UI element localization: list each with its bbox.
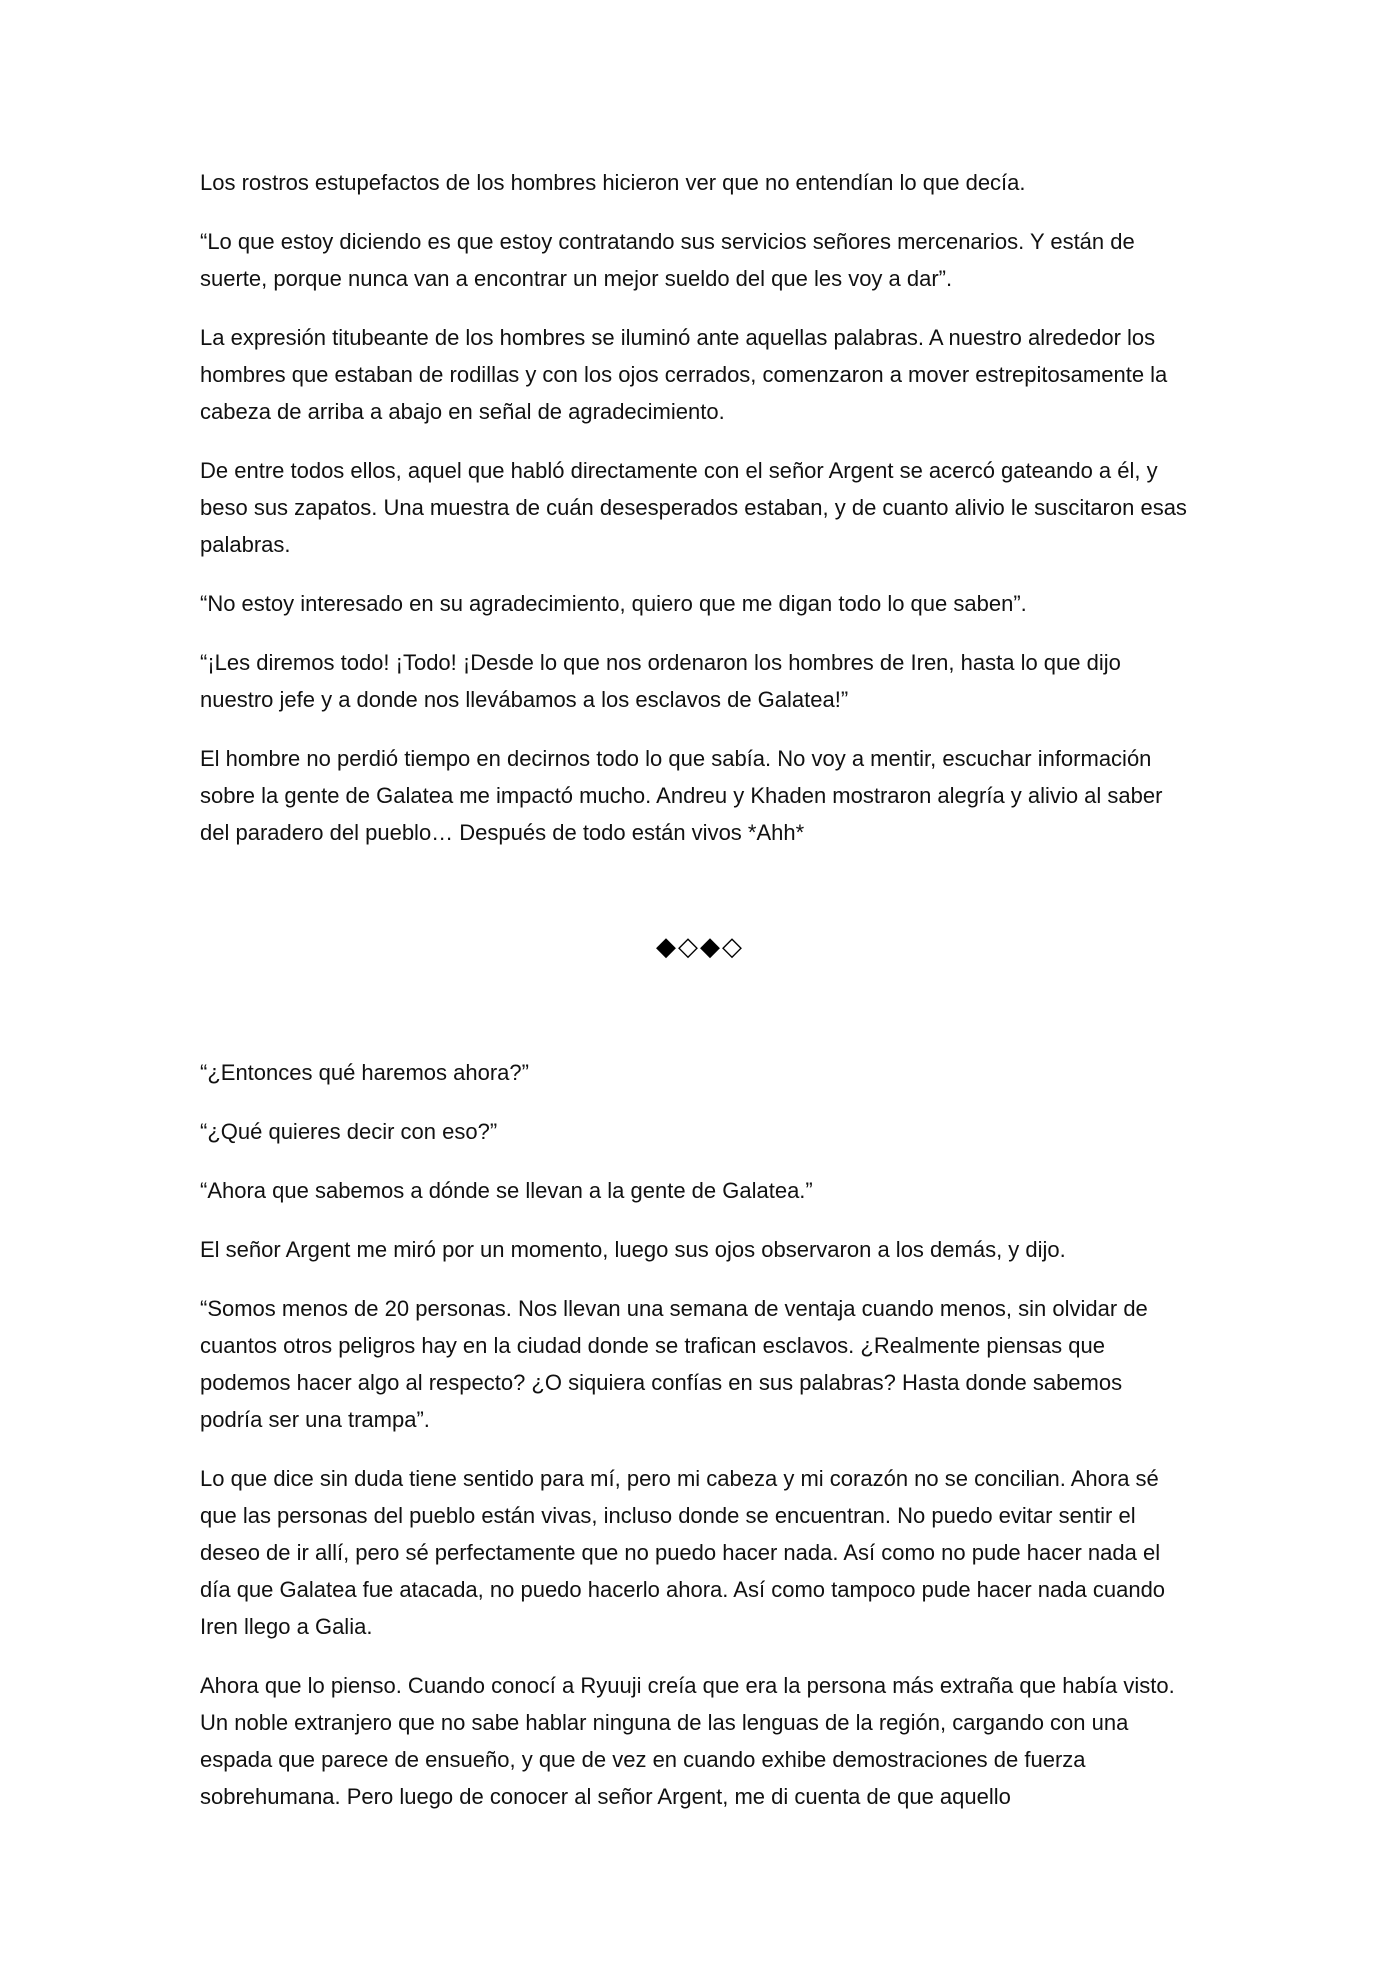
scene-separator: ◆◇◆◇ <box>656 932 744 962</box>
paragraph: “No estoy interesado en su agradecimiento, quiero que me digan todo lo que saben”. <box>200 591 1027 616</box>
paragraph: Ahora que lo pienso. Cuando conocí a Ryuuji creía que era la persona más extraña que había visto. Un noble extranjero que no sabe hablar ninguna de las lenguas de la región, cargando con una espada que parece de ensueño, y que de vez en cuando exhibe demostraciones de fuerza sobrehumana. Pero luego de conocer al señor Argent, me di cuenta de que aquello <box>200 1673 1175 1809</box>
paragraph: El hombre no perdió tiempo en decirnos todo lo que sabía. No voy a mentir, escuchar información sobre la gente de Galatea me impactó mucho. Andreu y Khaden mostraron alegría y alivio al saber del paradero del pueblo… Después de todo están vivos *Ahh* <box>200 746 1163 845</box>
text-block-after-separator <box>200 1054 1190 1837</box>
paragraph: De entre todos ellos, aquel que habló directamente con el señor Argent se acercó gateando a él, y beso sus zapatos. Una muestra de cuán desesperados estaban, y de cuanto alivio le suscitaron esas palabras. <box>200 458 1187 557</box>
paragraph: “¡Les diremos todo! ¡Todo! ¡Desde lo que nos ordenaron los hombres de Iren, hasta lo que dijo nuestro jefe y a donde nos llevábamos a los esclavos de Galatea!” <box>200 650 1121 712</box>
paragraph: “¿Qué quieres decir con eso?” <box>200 1119 498 1144</box>
paragraph: El señor Argent me miró por un momento, luego sus ojos observaron a los demás, y dijo. <box>200 1237 1066 1262</box>
paragraph: “Ahora que sabemos a dónde se llevan a la gente de Galatea.” <box>200 1178 813 1203</box>
paragraph: “Lo que estoy diciendo es que estoy contratando sus servicios señores mercenarios. Y están de suerte, porque nunca van a encontrar un mejor sueldo del que les voy a dar”. <box>200 229 1135 291</box>
paragraph: “Somos menos de 20 personas. Nos llevan una semana de ventaja cuando menos, sin olvidar de cuantos otros peligros hay en la ciudad donde se trafican esclavos. ¿Realmente piensas que podemos hacer algo al respecto? ¿O siquiera confías en sus palabras? Hasta donde sabemos podría ser una trampa”. <box>200 1296 1148 1432</box>
text-block-before-separator <box>200 164 1190 873</box>
paragraph: “¿Entonces qué haremos ahora?” <box>200 1060 529 1085</box>
paragraph: La expresión titubeante de los hombres se iluminó ante aquellas palabras. A nuestro alrededor los hombres que estaban de rodillas y con los ojos cerrados, comenzaron a mover estrepitosamente la cabeza de arriba a abajo en señal de agradecimiento. <box>200 325 1168 424</box>
paragraph: Los rostros estupefactos de los hombres hicieron ver que no entendían lo que decía. <box>200 170 1026 195</box>
paragraph: Lo que dice sin duda tiene sentido para mí, pero mi cabeza y mi corazón no se concilian. Ahora sé que las personas del pueblo están vivas, incluso donde se encuentran. No puedo evitar sentir el deseo de ir allí, pero sé perfectamente que no puedo hacer nada. Así como no pude hacer nada el día que Galatea fue atacada, no puedo hacerlo ahora. Así como tampoco pude hacer nada cuando Iren llego a Galia. <box>200 1466 1166 1639</box>
